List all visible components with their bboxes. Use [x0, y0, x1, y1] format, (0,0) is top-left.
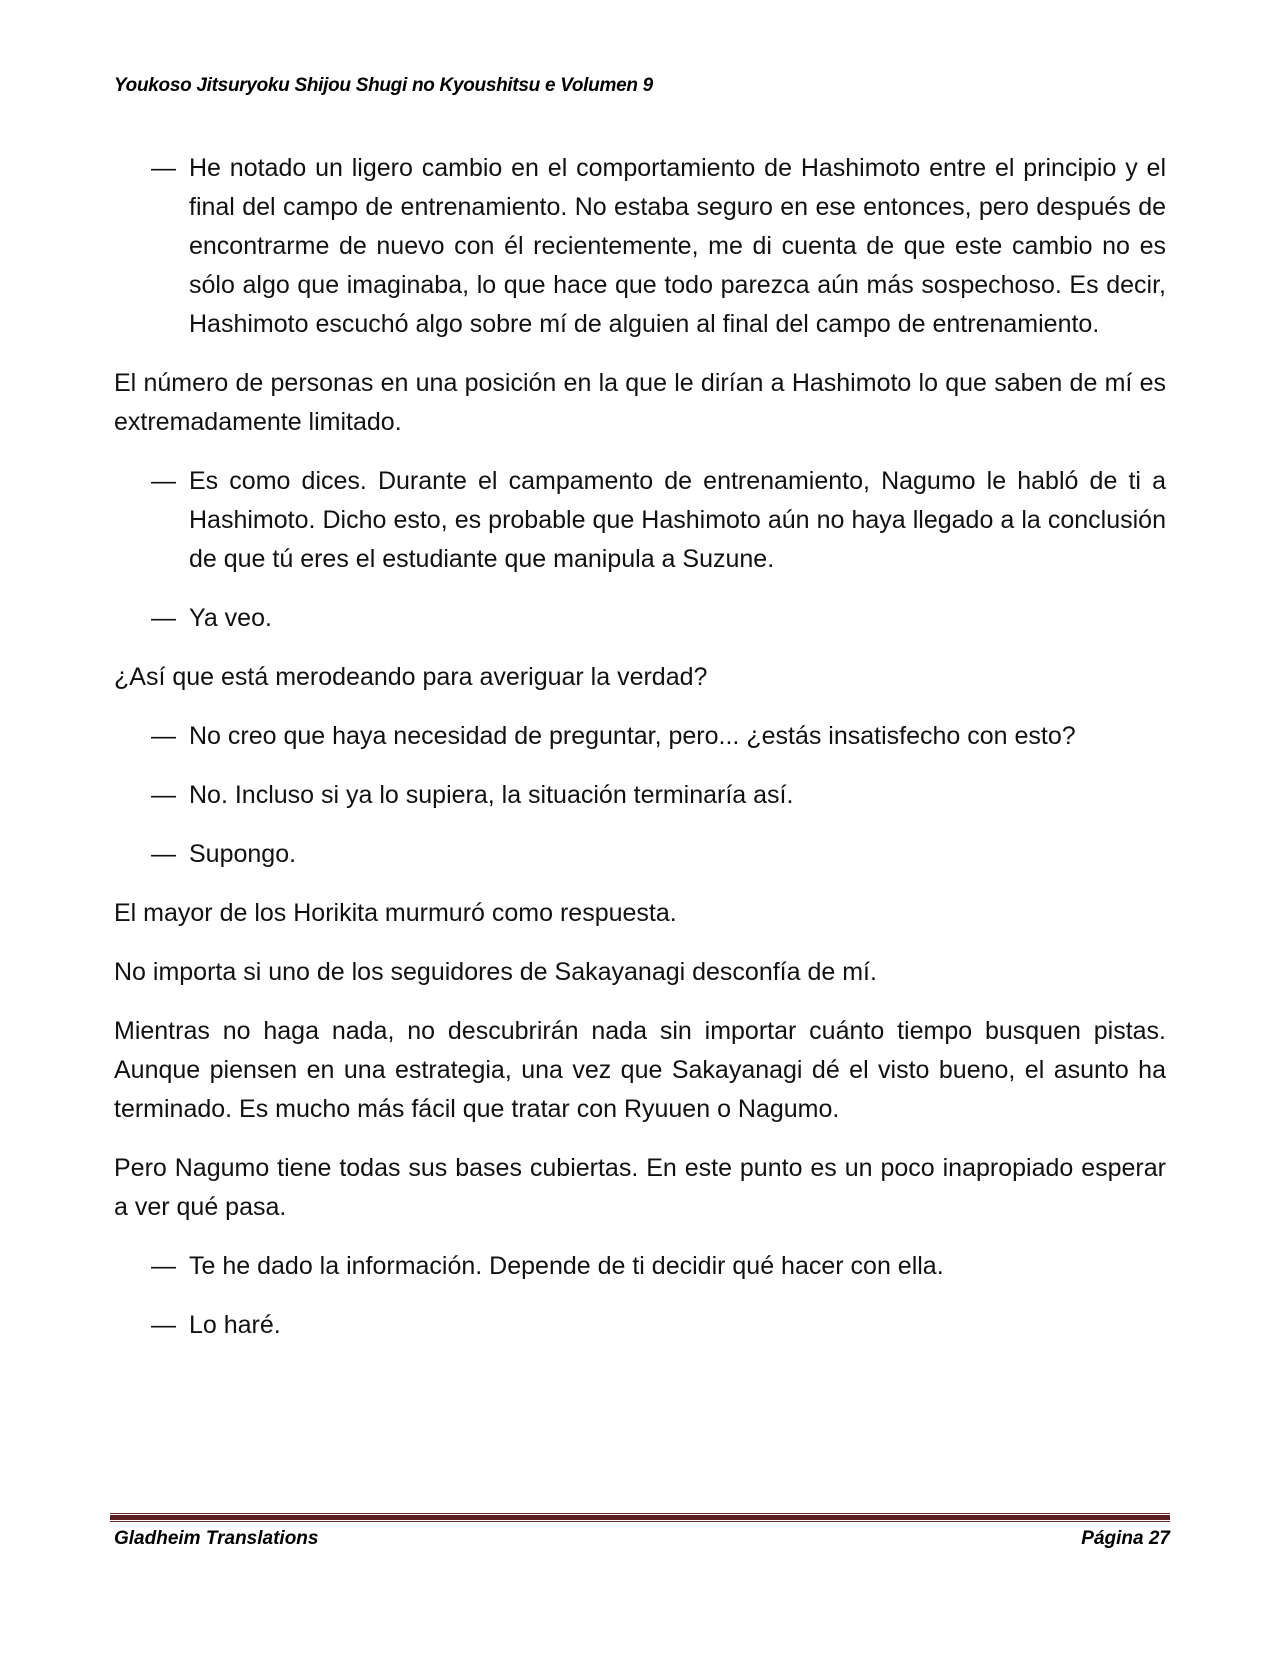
dialogue-paragraph	[114, 462, 1166, 579]
narration-paragraph	[114, 1149, 1166, 1227]
dialogue-dash: —	[151, 1311, 176, 1339]
paragraph-text: No. Incluso si ya lo supiera, la situación terminaría así.	[189, 781, 794, 809]
paragraph-text: No importa si uno de los seguidores de Sakayanagi desconfía de mí.	[114, 958, 877, 986]
dialogue-dash: —	[151, 722, 176, 750]
paragraph-text: Lo haré.	[189, 1311, 281, 1339]
paragraph-text: El número de personas en una posición en la que le dirían a Hashimoto lo que saben de mí es extremadamente limitado.	[114, 369, 1166, 436]
paragraph-text: Es como dices. Durante el campamento de entrenamiento, Nagumo le habló de ti a Hashimoto. Dicho esto, es probable que Hashimoto aún no haya llegado a la conclusión de que tú eres el estudiante que manipula a Suzune.	[189, 467, 1166, 573]
paragraph-text: Supongo.	[189, 840, 297, 868]
paragraph-text: Pero Nagumo tiene todas sus bases cubiertas. En este punto es un poco inapropiado esperar a ver qué pasa.	[114, 1154, 1166, 1221]
dialogue-dash: —	[151, 781, 176, 809]
paragraph-text: Te he dado la información. Depende de ti decidir qué hacer con ella.	[189, 1252, 944, 1280]
dialogue-paragraph	[114, 717, 1166, 756]
paragraph-text: Ya veo.	[189, 604, 272, 632]
narration-paragraph	[114, 364, 1166, 442]
page-number: Página 27	[1081, 1528, 1170, 1549]
dialogue-paragraph	[114, 1306, 1166, 1345]
dialogue-paragraph	[114, 1247, 1166, 1286]
paragraph-text: ¿Así que está merodeando para averiguar la verdad?	[114, 663, 708, 691]
dialogue-paragraph	[114, 835, 1166, 874]
page-footer	[114, 1528, 1170, 1550]
dialogue-paragraph	[114, 149, 1166, 344]
dialogue-paragraph	[114, 776, 1166, 815]
paragraph-text: El mayor de los Horikita murmuró como respuesta.	[114, 899, 677, 927]
paragraph-text: Mientras no haga nada, no descubrirán nada sin importar cuánto tiempo busquen pistas. Aunque piensen en una estrategia, una vez que Sakayanagi dé el visto bueno, el asunto ha terminado. Es mucho más fácil que tratar con Ryuuen o Nagumo.	[114, 1017, 1166, 1123]
narration-paragraph	[114, 953, 1166, 992]
dialogue-dash: —	[151, 1252, 176, 1280]
dialogue-dash: —	[151, 840, 176, 868]
dialogue-dash: —	[151, 154, 176, 182]
paragraph-text: He notado un ligero cambio en el comportamiento de Hashimoto entre el principio y el final del campo de entrenamiento. No estaba seguro en ese entonces, pero después de encontrarme de nuevo con él recientemente, me di cuenta de que este cambio no es sólo algo que imaginaba, lo que hace que todo parezca aún más sospechoso. Es decir, Hashimoto escuchó algo sobre mí de alguien al final del campo de entrenamiento.	[189, 154, 1166, 338]
paragraph-text: No creo que haya necesidad de preguntar, pero... ¿estás insatisfecho con esto?	[189, 722, 1076, 750]
dialogue-paragraph	[114, 599, 1166, 638]
narration-paragraph	[114, 658, 1166, 697]
footer-publisher: Gladheim Translations	[114, 1528, 319, 1549]
running-header: Youkoso Jitsuryoku Shijou Shugi no Kyoushitsu e Volumen 9	[114, 75, 653, 96]
page-body	[114, 149, 1166, 1365]
dialogue-dash: —	[151, 467, 176, 495]
dialogue-dash: —	[151, 604, 176, 632]
narration-paragraph	[114, 894, 1166, 933]
narration-paragraph	[114, 1012, 1166, 1129]
footer-rule	[110, 1513, 1170, 1522]
